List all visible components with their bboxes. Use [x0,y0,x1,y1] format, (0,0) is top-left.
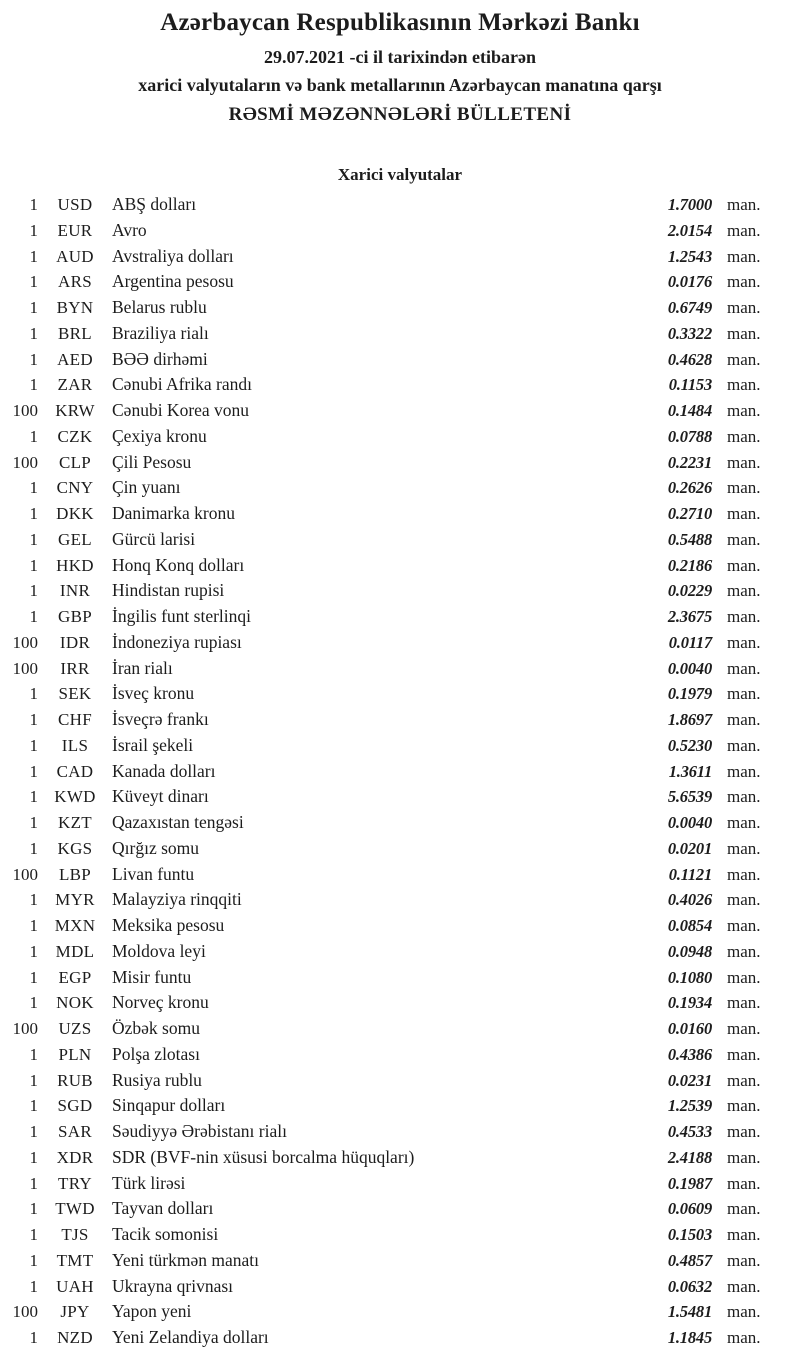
currency-code: LBP [58,864,92,884]
unit-label: man. [727,941,761,961]
table-row [0,452,800,478]
currency-name: Avstraliya dolları [112,245,234,266]
table-row [0,992,800,1018]
quantity: 1 [29,246,38,266]
exchange-rate: 0.1121 [668,864,712,884]
currency-name: SDR (BVF-nin xüsusi borcalma hüquqları) [112,1146,415,1167]
table-row [0,1198,800,1224]
exchange-rate: 0.1153 [668,375,712,395]
quantity: 1 [29,375,38,395]
currency-code: DKK [56,504,94,523]
table-row [0,709,800,735]
table-row [0,1018,800,1044]
currency-code: MDL [55,941,95,961]
table-row [0,1095,800,1121]
currency-code: CZK [57,426,93,446]
unit-label: man. [727,1122,761,1141]
currency-code: MYR [55,890,95,910]
unit-label: man. [727,1044,761,1064]
currency-name: ABŞ dolları [112,194,197,214]
currency-code: BYN [56,298,94,317]
currency-name: Misir funtu [112,966,192,987]
quantity: 1 [29,272,38,292]
unit-label: man. [727,529,761,549]
quantity: 100 [12,1019,38,1038]
currency-name: Braziliya rialı [112,322,209,343]
unit-label: man. [727,632,761,652]
currency-name: Avro [112,219,147,240]
currency-name: Çin yuanı [112,477,181,498]
currency-code: UZS [58,1019,92,1038]
table-row [0,426,800,452]
quantity: 1 [29,555,38,575]
table-row [0,400,800,426]
exchange-rate: 0.4857 [667,1250,712,1270]
quantity: 1 [29,1173,38,1193]
unit-label: man. [727,1250,761,1270]
currency-name: Küveyt dinarı [112,786,209,807]
table-row [0,1121,800,1147]
unit-label: man. [727,220,761,240]
exchange-rate: 0.5230 [667,735,712,755]
quantity: 1 [29,684,38,704]
quantity: 100 [12,452,38,472]
quantity: 1 [29,916,38,935]
exchange-rate: 0.6749 [667,298,712,317]
currency-name: Kanada dolları [112,760,216,781]
quantity: 1 [29,349,38,369]
quantity: 1 [29,941,38,961]
exchange-rate: 0.0231 [667,1070,712,1090]
unit-label: man. [727,761,761,781]
currency-code: AUD [56,246,94,266]
table-row [0,1327,800,1353]
quantity: 1 [29,1096,38,1116]
currency-name: Livan funtu [112,863,195,884]
currency-code: ARS [58,272,92,292]
currency-code: EUR [57,220,93,240]
currency-code: GBP [58,607,92,626]
table-row [0,1224,800,1250]
unit-label: man. [727,375,761,395]
currency-name: İngilis funt sterlinqi [112,606,252,626]
currency-code: HKD [56,555,94,575]
currency-name: Honq Konq dolları [112,554,245,575]
table-row [0,246,800,272]
bulletin-title: RƏSMİ MƏZƏNNƏLƏRİ BÜLLETENİ [228,104,572,125]
quantity: 1 [29,787,38,807]
quantity: 1 [29,607,38,626]
currency-code: JPY [60,1302,90,1322]
exchange-rate: 0.0040 [667,813,712,832]
currency-name: Polşa zlotası [112,1043,200,1064]
exchange-rate: 0.0609 [667,1199,712,1219]
quantity: 1 [29,1070,38,1090]
unit-label: man. [727,1173,761,1193]
currency-name: Sinqapur dolları [112,1095,226,1116]
table-row [0,503,800,529]
currency-name: Qırğız somu [112,837,200,858]
currency-code: MXN [54,916,96,935]
table-row [0,941,800,967]
currency-name: Gürcü larisi [112,528,196,549]
table-row [0,1147,800,1173]
currency-name: Belarus rublu [112,297,207,317]
quantity: 100 [12,632,38,652]
table-row [0,632,800,658]
currency-name: İran rialı [112,657,173,678]
unit-label: man. [727,916,761,935]
exchange-rate: 0.0176 [667,272,712,292]
table-row [0,220,800,246]
bank-title: Azərbaycan Respublikasının Mərkəzi Bankı [160,9,640,36]
exchange-rate: 1.8697 [667,710,712,729]
currency-code: PLN [58,1044,92,1064]
exchange-rate: 0.0117 [668,632,712,652]
quantity: 100 [12,401,38,420]
quantity: 100 [12,864,38,884]
table-row [0,1173,800,1199]
currency-code: TWD [55,1199,95,1219]
currency-code: KGS [57,838,93,858]
currency-code: SAR [58,1122,92,1141]
unit-label: man. [727,710,761,729]
currency-name: İsveç kronu [112,683,195,704]
currency-name: Cənubi Korea vonu [112,400,250,420]
exchange-rate: 0.0948 [667,941,712,961]
table-row [0,349,800,375]
quantity: 1 [29,529,38,549]
currency-name: Malayziya rinqqiti [112,889,242,910]
currency-code: EGP [58,967,92,987]
currency-code: IRR [60,658,90,678]
quantity: 1 [29,1199,38,1219]
currency-code: ZAR [57,375,93,395]
currency-code: TJS [61,1225,89,1244]
quantity: 1 [29,478,38,498]
unit-label: man. [727,246,761,266]
exchange-rate: 0.1080 [667,967,712,987]
currency-code: UAH [56,1276,94,1296]
table-row [0,529,800,555]
currency-code: INR [59,581,91,601]
unit-label: man. [727,426,761,446]
unit-label: man. [727,401,761,420]
currency-code: RUB [57,1070,93,1090]
currency-name: Rusiya rublu [112,1069,202,1090]
table-row [0,194,800,220]
currency-code: KWD [54,787,96,807]
exchange-rate: 0.4628 [667,349,712,369]
unit-label: man. [727,813,761,832]
unit-label: man. [727,838,761,858]
exchange-rate: 0.2626 [667,478,712,498]
table-row [0,1301,800,1327]
unit-label: man. [727,452,761,472]
exchange-rate: 0.4533 [667,1122,712,1141]
exchange-rate: 2.0154 [667,220,712,240]
quantity: 1 [29,1147,38,1167]
exchange-rate: 0.2186 [667,555,712,575]
unit-label: man. [727,864,761,884]
currency-name: Argentina pesosu [112,271,234,292]
table-row [0,1250,800,1276]
unit-label: man. [727,298,761,317]
exchange-rate: 2.4188 [667,1147,712,1167]
currency-name: Danimarka kronu [112,503,235,523]
table-row [0,580,800,606]
exchange-rate: 0.1503 [667,1225,712,1244]
currency-code: TMT [56,1250,94,1270]
currency-name: Cənubi Afrika randı [112,374,252,395]
currency-code: AED [57,349,93,369]
table-row [0,812,800,838]
table-row [0,1044,800,1070]
exchange-rate: 1.5481 [667,1302,712,1322]
quantity: 1 [29,195,38,214]
unit-label: man. [727,1147,761,1167]
quantity: 100 [12,1302,38,1322]
currency-name: İsveçrə frankı [112,709,209,729]
currency-name: Hindistan rupisi [112,580,225,601]
table-row [0,915,800,941]
currency-code: XDR [56,1147,94,1167]
currency-code: CHF [58,710,92,729]
unit-label: man. [727,1199,761,1219]
currency-name: Yapon yeni [112,1301,192,1322]
currency-name: Yeni türkmən manatı [112,1249,259,1270]
exchange-rate: 0.0160 [667,1019,712,1038]
exchange-rate: 0.1934 [667,993,712,1013]
currency-code: GEL [58,529,92,549]
currency-code: SGD [57,1096,93,1116]
currency-code: CLP [58,452,92,472]
table-row [0,967,800,993]
quantity: 1 [29,1044,38,1064]
currency-name: BƏƏ dirhəmi [112,348,208,369]
unit-label: man. [727,1276,761,1296]
exchange-rate: 1.3611 [668,761,712,781]
quantity: 1 [29,1276,38,1296]
unit-label: man. [727,504,761,523]
unit-label: man. [727,658,761,678]
currency-name: Ukrayna qrivnası [112,1275,234,1296]
section-title-foreign-currencies: Xarici valyutalar [337,165,463,184]
effective-date-line: 29.07.2021 -ci il tarixindən etibarən [264,47,536,67]
table-row [0,838,800,864]
exchange-rate: 1.7000 [667,195,712,214]
table-row [0,1276,800,1302]
currency-name: Yeni Zelandiya dolları [112,1327,269,1347]
currency-code: ILS [61,735,89,755]
exchange-rate: 0.0201 [667,838,712,858]
currency-code: NOK [56,993,94,1013]
quantity: 1 [29,298,38,317]
exchange-rates-table [0,194,800,1353]
exchange-rate: 0.3322 [667,323,712,343]
currency-name: Meksika pesosu [112,915,225,935]
currency-name: İsrail şekeli [112,734,194,755]
exchange-rate: 1.1845 [667,1328,712,1347]
currency-code: USD [57,195,93,214]
table-row [0,323,800,349]
currency-code: CAD [56,761,94,781]
exchange-rate: 0.5488 [667,529,712,549]
currency-name: Tayvan dolları [112,1198,214,1219]
currency-name: Çili Pesosu [112,451,192,472]
quantity: 1 [29,220,38,240]
quantity: 1 [29,1225,38,1244]
exchange-rate: 1.2539 [667,1096,712,1116]
currency-name: Tacik somonisi [112,1224,219,1244]
exchange-rate: 0.0854 [667,916,712,935]
exchange-rate: 0.4026 [667,890,712,910]
table-row [0,761,800,787]
exchange-rate: 0.1979 [667,684,712,704]
table-row [0,555,800,581]
quantity: 1 [29,1328,38,1347]
exchange-rate: 0.2710 [667,504,712,523]
exchange-rate: 0.4386 [667,1044,712,1064]
table-row [0,297,800,323]
unit-label: man. [727,684,761,704]
table-row [0,889,800,915]
unit-label: man. [727,967,761,987]
quantity: 1 [29,890,38,910]
unit-label: man. [727,581,761,601]
currency-name: İndoneziya rupiası [112,631,242,652]
quantity: 1 [29,710,38,729]
currency-name: Moldova leyi [112,940,206,961]
currency-code: SEK [58,684,92,704]
table-row [0,683,800,709]
table-row [0,864,800,890]
quantity: 100 [12,658,38,678]
document-subtitle: xarici valyutaların və bank metallarının Azərbaycan manatına qarşı [138,75,662,95]
exchange-rate: 1.2543 [667,246,712,266]
document-header [0,8,800,126]
currency-name: Norveç kronu [112,992,209,1013]
unit-label: man. [727,555,761,575]
table-row [0,658,800,684]
exchange-rate: 0.1484 [667,401,712,420]
quantity: 1 [29,993,38,1013]
unit-label: man. [727,607,761,626]
currency-code: IDR [59,632,91,652]
currency-name: Özbək somu [112,1018,200,1038]
unit-label: man. [727,1225,761,1244]
unit-label: man. [727,1070,761,1090]
unit-label: man. [727,787,761,807]
table-row [0,477,800,503]
unit-label: man. [727,1328,761,1347]
quantity: 1 [29,735,38,755]
table-row [0,374,800,400]
currency-code: TRY [58,1173,92,1193]
quantity: 1 [29,1122,38,1141]
table-row [0,1070,800,1096]
quantity: 1 [29,967,38,987]
currency-code: KRW [55,401,95,420]
unit-label: man. [727,195,761,214]
currency-code: BRL [58,323,92,343]
unit-label: man. [727,1096,761,1116]
quantity: 1 [29,761,38,781]
currency-code: KZT [58,813,92,832]
unit-label: man. [727,1302,761,1322]
quantity: 1 [29,838,38,858]
currency-name: Qazaxıstan tengəsi [112,812,244,832]
quantity: 1 [29,323,38,343]
exchange-rate: 0.0788 [667,426,712,446]
currency-code: CNY [56,478,94,498]
unit-label: man. [727,993,761,1013]
quantity: 1 [29,581,38,601]
quantity: 1 [29,426,38,446]
unit-label: man. [727,478,761,498]
exchange-rate: 2.3675 [667,607,712,626]
table-row [0,735,800,761]
currency-name: Çexiya kronu [112,425,207,446]
unit-label: man. [727,890,761,910]
table-row [0,271,800,297]
currency-code: NZD [57,1328,93,1347]
currency-name: Türk lirəsi [112,1172,186,1193]
table-row [0,786,800,812]
exchange-rate: 0.1987 [667,1173,712,1193]
unit-label: man. [727,323,761,343]
unit-label: man. [727,272,761,292]
unit-label: man. [727,735,761,755]
exchange-rate: 5.6539 [667,787,712,807]
exchange-rate: 0.0229 [667,581,712,601]
table-row [0,606,800,632]
exchange-rate: 0.2231 [667,452,712,472]
quantity: 1 [29,1250,38,1270]
unit-label: man. [727,349,761,369]
quantity: 1 [29,504,38,523]
unit-label: man. [727,1019,761,1038]
exchange-rate: 0.0040 [667,658,712,678]
quantity: 1 [29,813,38,832]
exchange-rate: 0.0632 [667,1276,712,1296]
currency-name: Səudiyyə Ərəbistanı rialı [112,1121,287,1141]
